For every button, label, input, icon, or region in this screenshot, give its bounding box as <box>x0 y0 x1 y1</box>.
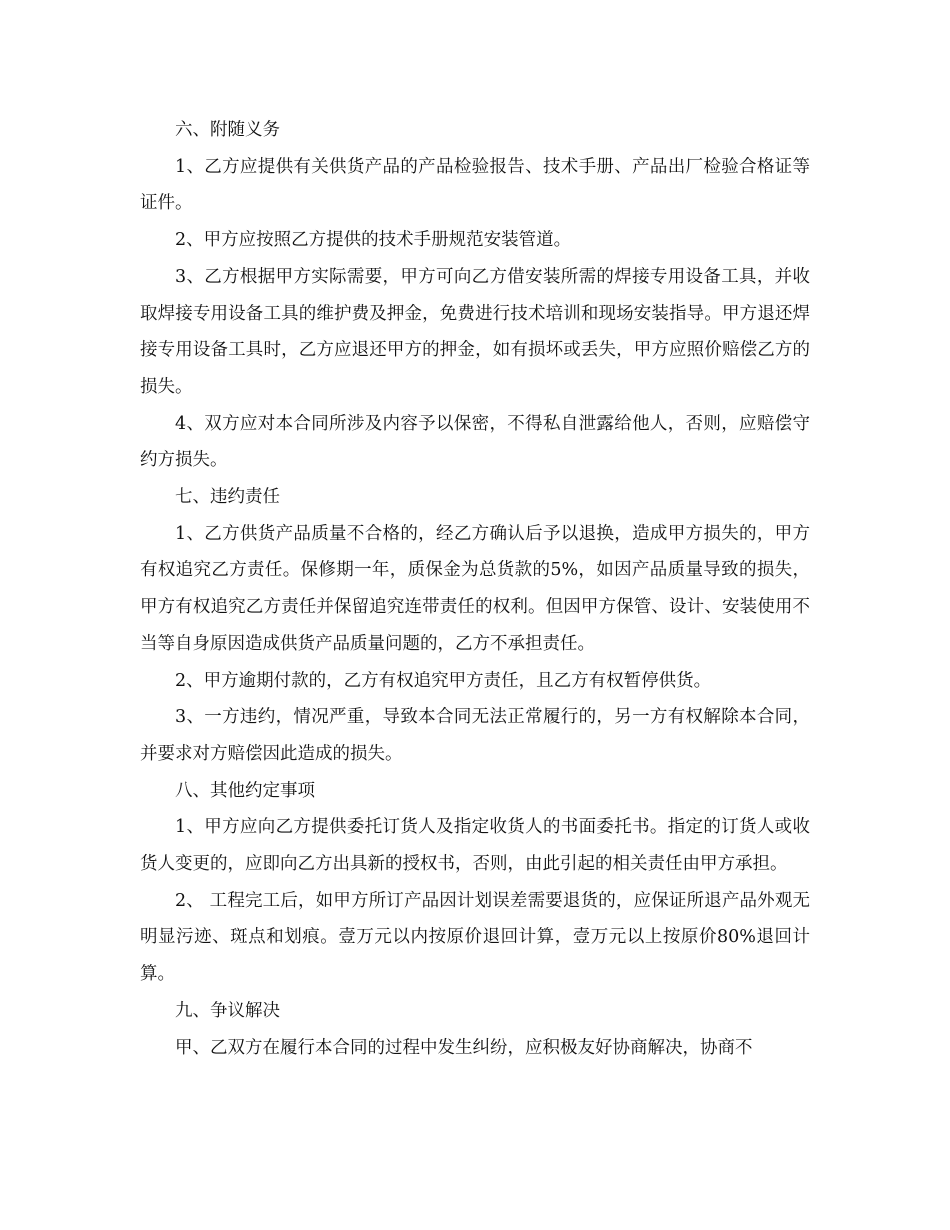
paragraph: 3、乙方根据甲方实际需要，甲方可向乙方借安装所需的焊接专用设备工具，并收取焊接专用设备工具的维护费及押金，免费进行技术培训和现场安装指导。甲方退还焊接专用设备工具时，乙方应退还甲方的押金，如有损坏或丢失，甲方应照价赔偿乙方的损失。 <box>140 266 810 397</box>
section-heading-6: 六、附随义务 <box>175 120 280 140</box>
paragraph: 3、一方违约，情况严重，导致本合同无法正常履行的，另一方有权解除本合同，并要求对方赔偿因此造成的损失。 <box>140 707 810 764</box>
paragraph: 2、甲方逾期付款的，乙方有权追究甲方责任，且乙方有权暂停供货。 <box>175 670 712 691</box>
paragraph: 1、乙方供货产品质量不合格的，经乙方确认后予以退换，造成甲方损失的，甲方有权追究乙方责任。保修期一年，质保金为总货款的5%，如因产品质量导致的损失，甲方有权追究乙方责任并保留追究连带责任的权利。但因甲方保管、设计、安装使用不当等自身原因造成供货产品质量问题的，乙方不承担责任。 <box>140 523 810 654</box>
paragraph: 4、双方应对本合同所涉及内容予以保密，不得私自泄露给他人，否则，应赔偿守约方损失。 <box>140 413 810 471</box>
paragraph: 1、甲方应向乙方提供委托订货人及指定收货人的书面委托书。指定的订货人或收货人变更的，应即向乙方出具新的授权书，否则，由此引起的相关责任由甲方承担。 <box>140 817 810 875</box>
section-heading-7: 七、违约责任 <box>175 487 280 508</box>
section-heading-9: 九、争议解决 <box>175 1000 280 1021</box>
section-heading-8: 八、其他约定事项 <box>175 780 315 801</box>
paragraph: 2、 工程完工后，如甲方所订产品因计划误差需要退货的，应保证所退产品外观无明显污迹、斑点和划痕。壹万元以内按原价退回计算，壹万元以上按原价80%退回计算。 <box>140 890 810 985</box>
paragraph: 2、甲方应按照乙方提供的技术手册规范安装管道。 <box>175 230 572 251</box>
paragraph: 甲、乙双方在履行本合同的过程中发生纠纷，应积极友好协商解决，协商不 <box>175 1037 753 1058</box>
document-body <box>140 112 810 1066</box>
paragraph: 1、乙方应提供有关供货产品的产品检验报告、技术手册、产品出厂检验合格证等证件。 <box>140 156 810 214</box>
